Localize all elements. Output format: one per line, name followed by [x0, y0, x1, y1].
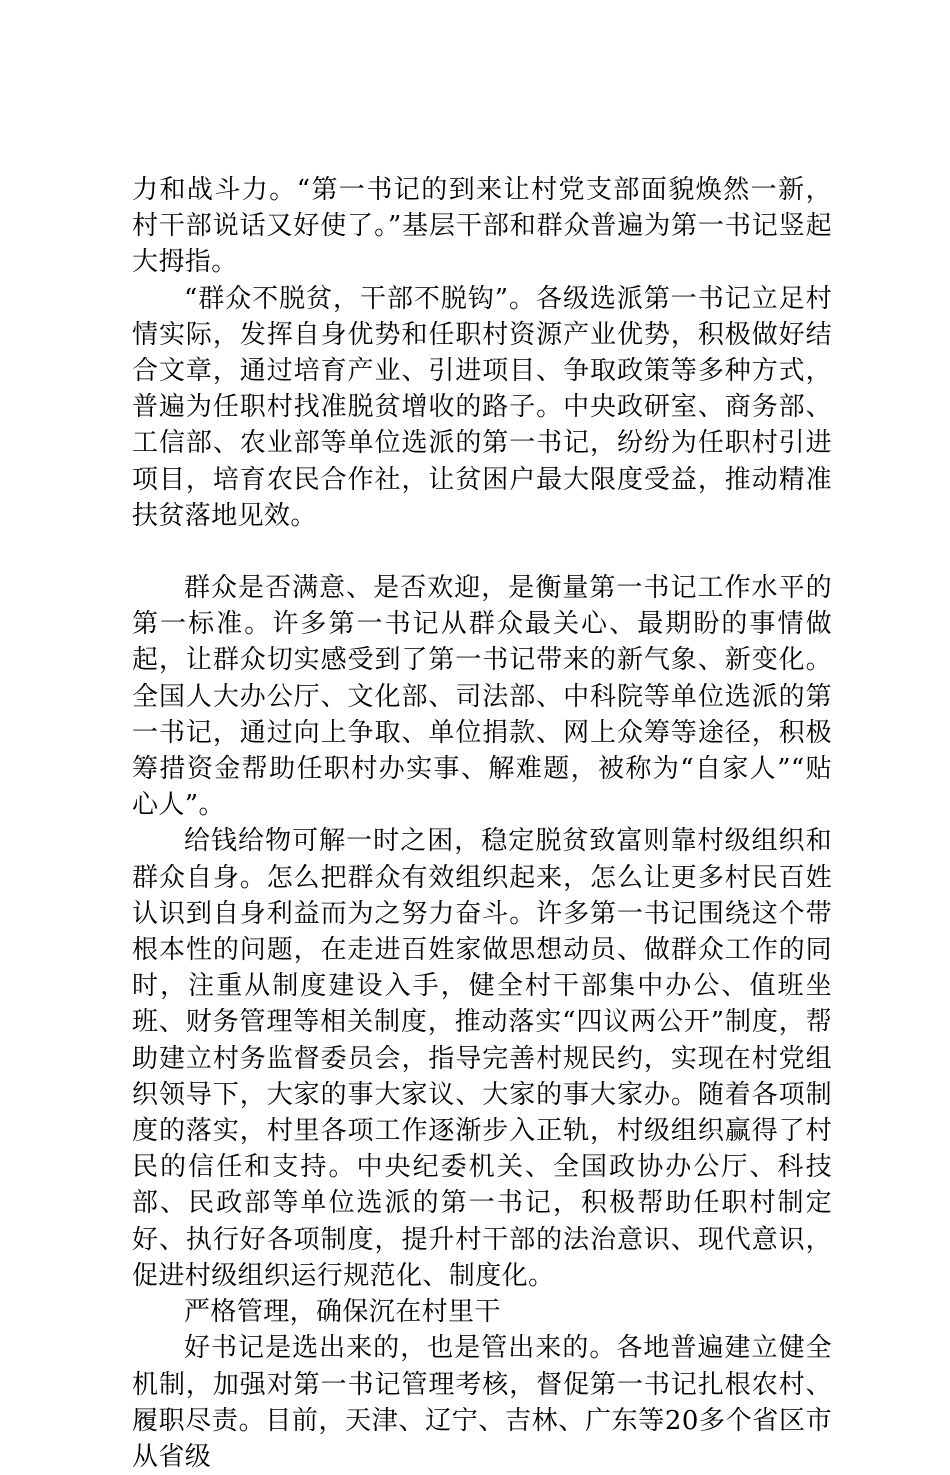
paragraph-management-assessment: 好书记是选出来的，也是管出来的。各地普遍建立健全机制，加强对第一书记管理考核，督促第一书记扎根农村、履职尽责。目前，天津、辽宁、吉林、广东等20多个省区市从省级: [132, 1333, 832, 1472]
paragraph-continuation: 力和战斗力。“第一书记的到来让村党支部面貌焕然一新，村干部说话又好使了。”基层干部和群众普遍为第一书记竖起大拇指。: [132, 175, 832, 278]
document-body: [132, 172, 832, 1475]
section-heading-strict-management: 严格管理，确保沉在村里干: [184, 1297, 501, 1328]
paragraph-mass-satisfaction: 群众是否满意、是否欢迎，是衡量第一书记工作水平的第一标准。许多第一书记从群众最关心、最期盼的事情做起，让群众切实感受到了第一书记带来的新气象、新变化。全国人大办公厅、文化部、司法部、中科院等单位选派的第一书记，通过向上争取、单位捐款、网上众筹等途径，积极筹措资金帮助任职村办实事、解难题，被称为“自家人”“贴心人”。: [132, 573, 832, 821]
paragraph-village-organization: 给钱给物可解一时之困，稳定脱贫致富则靠村级组织和群众自身。怎么把群众有效组织起来，怎么让更多村民百姓认识到自身利益而为之努力奋斗。许多第一书记围绕这个带根本性的问题，在走进百姓家做思想动员、做群众工作的同时，注重从制度建设入手，健全村干部集中办公、值班坐班、财务管理等相关制度，推动落实“四议两公开”制度，帮助建立村务监督委员会，指导完善村规民约，实现在村党组织领导下，大家的事大家议、大家的事大家办。随着各项制度的落实，村里各项工作逐渐步入正轨，村级组织赢得了村民的信任和支持。中央纪委机关、全国政协办公厅、科技部、民政部等单位选派的第一书记，积极帮助任职村制定好、执行好各项制度，提升村干部的法治意识、现代意识，促进村级组织运行规范化、制度化。: [132, 826, 832, 1291]
paragraph-poverty-alleviation: “群众不脱贫，干部不脱钩”。各级选派第一书记立足村情实际，发挥自身优势和任职村资源产业优势，积极做好结合文章，通过培育产业、引进项目、争取政策等多种方式，普遍为任职村找准脱贫增收的路子。中央政研室、商务部、工信部、农业部等单位选派的第一书记，纷纷为任职村引进项目，培育农民合作社，让贫困户最大限度受益，推动精准扶贫落地见效。: [132, 283, 832, 531]
